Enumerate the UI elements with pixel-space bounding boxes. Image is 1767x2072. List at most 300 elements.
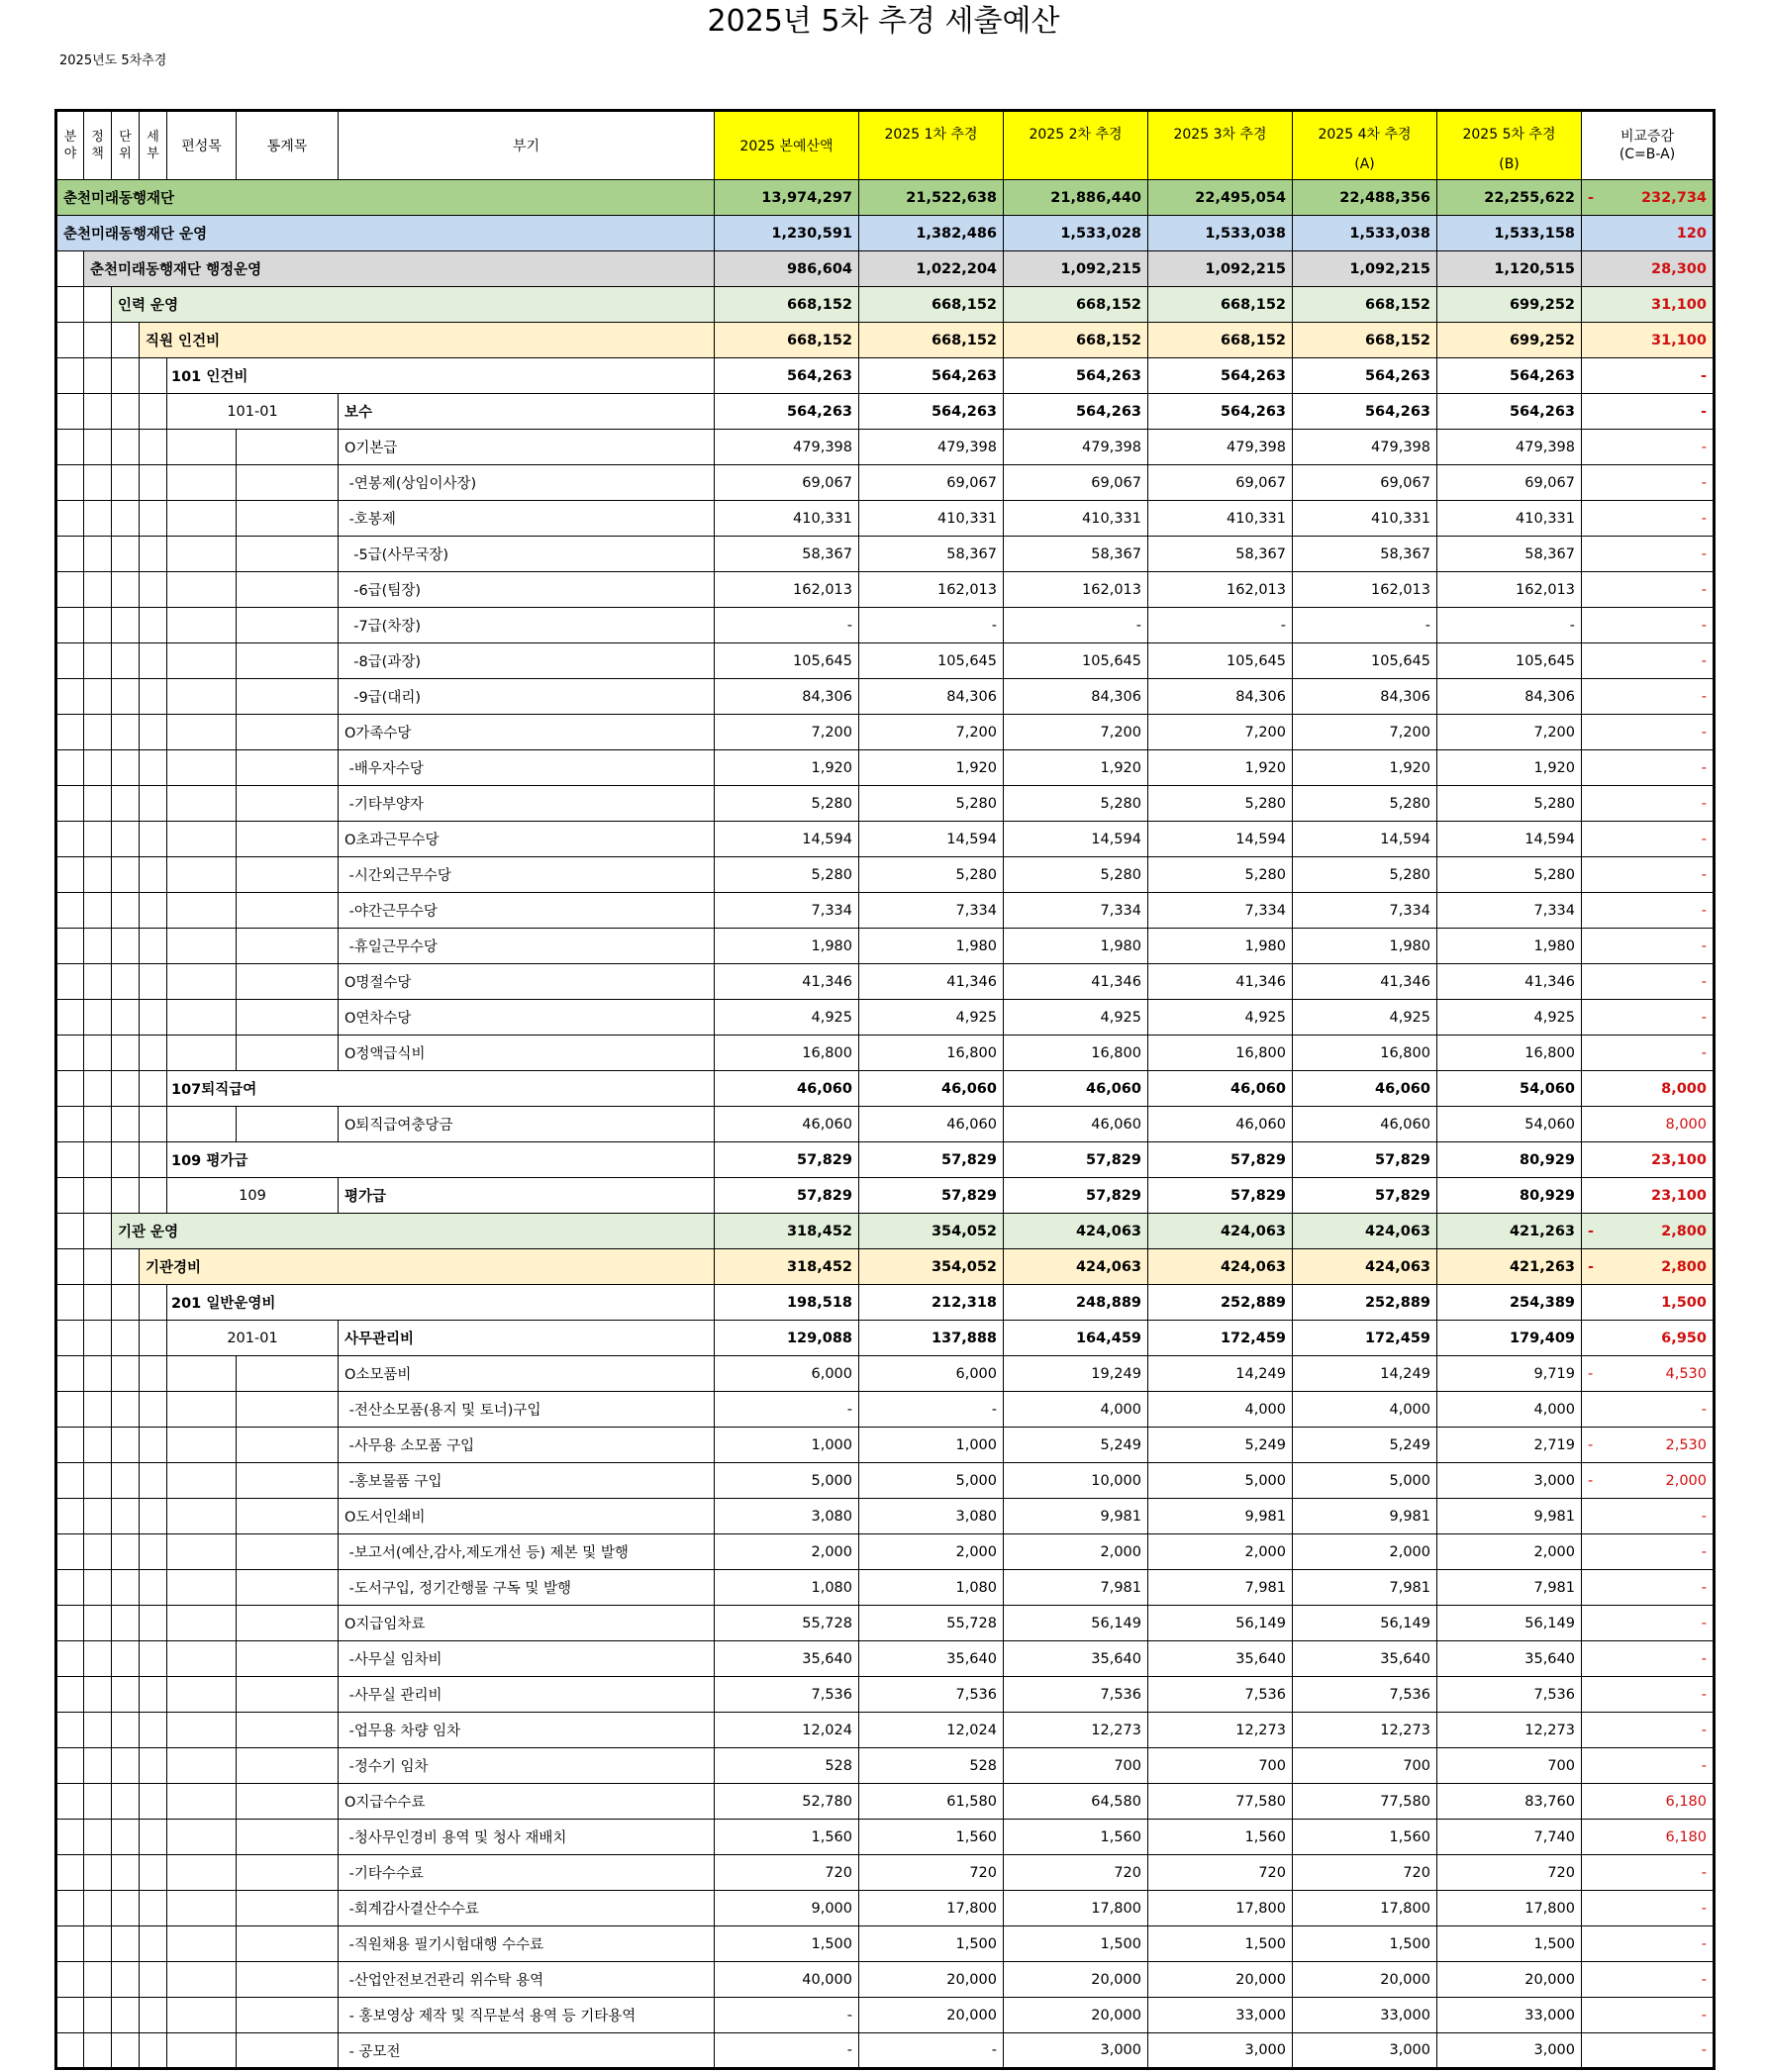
value-cell: 5,280 bbox=[859, 786, 1004, 822]
diff-value: - bbox=[1701, 1579, 1707, 1596]
value-cell: 3,000 bbox=[1437, 2033, 1582, 2069]
table-row bbox=[56, 1820, 1715, 1855]
table-row bbox=[56, 750, 1715, 786]
indent-cell bbox=[56, 1142, 84, 1178]
value-cell: 7,200 bbox=[1004, 715, 1148, 750]
indent-cell bbox=[167, 679, 237, 715]
indent-cell bbox=[56, 1107, 84, 1142]
value-cell: - bbox=[1437, 608, 1582, 643]
value-cell: 248,889 bbox=[1004, 1285, 1148, 1321]
indent-cell bbox=[237, 679, 339, 715]
diff-value: - bbox=[1701, 795, 1707, 812]
value-cell: 41,346 bbox=[1004, 964, 1148, 1000]
indent-cell bbox=[237, 537, 339, 572]
indent-cell bbox=[140, 572, 167, 608]
header-diff: 비교증감 (C=B-A) bbox=[1582, 111, 1715, 180]
diff-cell bbox=[1582, 1178, 1715, 1214]
diff-value: 6,950 bbox=[1661, 1330, 1707, 1346]
value-cell: 720 bbox=[715, 1855, 859, 1891]
indent-cell bbox=[84, 430, 112, 465]
value-cell: 424,063 bbox=[1293, 1214, 1437, 1249]
value-cell: 479,398 bbox=[859, 430, 1004, 465]
row-label: O명절수당 bbox=[339, 964, 715, 1000]
indent-cell bbox=[167, 1855, 237, 1891]
indent-cell bbox=[84, 1249, 112, 1285]
indent-cell bbox=[237, 750, 339, 786]
indent-cell bbox=[84, 501, 112, 537]
value-cell: - bbox=[715, 2033, 859, 2069]
indent-cell bbox=[56, 857, 84, 893]
indent-cell bbox=[56, 323, 84, 358]
table-row bbox=[56, 1392, 1715, 1428]
indent-cell bbox=[167, 1463, 237, 1499]
diff-cell bbox=[1582, 358, 1715, 394]
indent-cell bbox=[56, 1784, 84, 1820]
indent-cell bbox=[237, 1499, 339, 1534]
diff-cell bbox=[1582, 1356, 1715, 1392]
indent-cell bbox=[140, 1891, 167, 1926]
indent-cell bbox=[237, 1713, 339, 1748]
value-cell: 12,024 bbox=[859, 1713, 1004, 1748]
value-cell: 7,200 bbox=[1148, 715, 1293, 750]
indent-cell bbox=[56, 1677, 84, 1713]
diff-value: - bbox=[1701, 1900, 1707, 1917]
indent-cell bbox=[237, 1677, 339, 1713]
row-label: O기본급 bbox=[339, 430, 715, 465]
diff-value: 28,300 bbox=[1651, 260, 1707, 277]
indent-cell bbox=[84, 822, 112, 857]
diff-cell bbox=[1582, 1036, 1715, 1071]
value-cell: 5,280 bbox=[715, 857, 859, 893]
diff-value: - bbox=[1701, 2007, 1707, 2023]
row-label: 보수 bbox=[339, 394, 715, 430]
indent-cell bbox=[56, 1748, 84, 1784]
indent-cell bbox=[112, 1071, 140, 1107]
row-label: -사무용 소모품 구입 bbox=[339, 1428, 715, 1463]
value-cell: 1,560 bbox=[1293, 1820, 1437, 1855]
diff-value: - bbox=[1701, 652, 1707, 669]
value-cell: 22,495,054 bbox=[1148, 180, 1293, 216]
indent-cell bbox=[237, 1855, 339, 1891]
table-row bbox=[56, 1962, 1715, 1998]
row-label: -야간근무수당 bbox=[339, 893, 715, 929]
indent-cell bbox=[84, 1713, 112, 1748]
diff-value: - bbox=[1701, 937, 1707, 954]
indent-cell bbox=[140, 537, 167, 572]
indent-cell bbox=[112, 394, 140, 430]
indent-cell bbox=[56, 1178, 84, 1214]
diff-cell bbox=[1582, 929, 1715, 964]
value-cell: 1,500 bbox=[1293, 1926, 1437, 1962]
table-row bbox=[56, 180, 1715, 216]
header-rev3: 2025 3차 추경 bbox=[1148, 111, 1293, 180]
value-cell: 668,152 bbox=[1293, 287, 1437, 323]
value-cell: 5,280 bbox=[859, 857, 1004, 893]
page-title: 2025년 5차 추경 세출예산 bbox=[707, 4, 1060, 39]
indent-cell bbox=[84, 1784, 112, 1820]
indent-cell bbox=[112, 1962, 140, 1998]
row-label: -7급(차장) bbox=[339, 608, 715, 643]
value-cell: 5,280 bbox=[1293, 786, 1437, 822]
value-cell: 5,000 bbox=[1148, 1463, 1293, 1499]
diff-value: - bbox=[1701, 1044, 1707, 1061]
header-note: 부기 bbox=[339, 111, 715, 180]
value-cell: 12,273 bbox=[1437, 1713, 1582, 1748]
indent-cell bbox=[140, 501, 167, 537]
table-row bbox=[56, 893, 1715, 929]
value-cell: 7,981 bbox=[1148, 1570, 1293, 1606]
indent-cell bbox=[140, 1677, 167, 1713]
value-cell: 16,800 bbox=[1004, 1036, 1148, 1071]
table-row bbox=[56, 1285, 1715, 1321]
diff-cell bbox=[1582, 1855, 1715, 1891]
indent-cell bbox=[56, 1249, 84, 1285]
indent-cell bbox=[56, 1000, 84, 1036]
value-cell: 17,800 bbox=[1148, 1891, 1293, 1926]
indent-cell bbox=[112, 1321, 140, 1356]
page-subtitle: 2025년도 5차추경 bbox=[59, 53, 167, 68]
value-cell: 19,249 bbox=[1004, 1356, 1148, 1392]
value-cell: 354,052 bbox=[859, 1249, 1004, 1285]
value-cell: 5,280 bbox=[1148, 857, 1293, 893]
diff-cell bbox=[1582, 679, 1715, 715]
diff-cell bbox=[1582, 1641, 1715, 1677]
table-row bbox=[56, 1071, 1715, 1107]
value-cell: 57,829 bbox=[1293, 1178, 1437, 1214]
value-cell: 479,398 bbox=[1437, 430, 1582, 465]
indent-cell bbox=[140, 1036, 167, 1071]
row-label: -기타부양자 bbox=[339, 786, 715, 822]
table-row bbox=[56, 251, 1715, 287]
indent-cell bbox=[167, 2033, 237, 2069]
value-cell: 61,580 bbox=[859, 1784, 1004, 1820]
indent-cell bbox=[237, 501, 339, 537]
row-label: 기관경비 bbox=[140, 1249, 715, 1285]
diff-cell bbox=[1582, 786, 1715, 822]
table-row bbox=[56, 1321, 1715, 1356]
indent-cell bbox=[84, 715, 112, 750]
diff-cell bbox=[1582, 1107, 1715, 1142]
indent-cell bbox=[167, 1998, 237, 2033]
value-cell: 4,000 bbox=[1004, 1392, 1148, 1428]
diff-cell bbox=[1582, 501, 1715, 537]
indent-cell bbox=[237, 1748, 339, 1784]
indent-cell bbox=[56, 572, 84, 608]
row-label: - 홍보영상 제작 및 직무분석 용역 등 기타용역 bbox=[339, 1998, 715, 2033]
indent-cell bbox=[112, 537, 140, 572]
value-cell: 56,149 bbox=[1437, 1606, 1582, 1641]
diff-value: 2,800 bbox=[1661, 1223, 1707, 1239]
value-cell: - bbox=[715, 608, 859, 643]
value-cell: 77,580 bbox=[1148, 1784, 1293, 1820]
diff-cell bbox=[1582, 251, 1715, 287]
diff-value: 120 bbox=[1676, 225, 1707, 242]
indent-cell bbox=[112, 964, 140, 1000]
value-cell: 564,263 bbox=[1437, 358, 1582, 394]
indent-cell bbox=[140, 964, 167, 1000]
value-cell: 56,149 bbox=[1293, 1606, 1437, 1641]
indent-cell bbox=[84, 1285, 112, 1321]
indent-cell bbox=[112, 1534, 140, 1570]
indent-cell bbox=[167, 1606, 237, 1641]
indent-cell bbox=[112, 1107, 140, 1142]
value-cell: 1,382,486 bbox=[859, 216, 1004, 251]
diff-cell bbox=[1582, 715, 1715, 750]
value-cell: 4,925 bbox=[859, 1000, 1004, 1036]
value-cell: 1,920 bbox=[1148, 750, 1293, 786]
value-cell: 17,800 bbox=[859, 1891, 1004, 1926]
table-row bbox=[56, 786, 1715, 822]
value-cell: 54,060 bbox=[1437, 1107, 1582, 1142]
table-row bbox=[56, 1107, 1715, 1142]
value-cell: 1,920 bbox=[859, 750, 1004, 786]
table-row bbox=[56, 287, 1715, 323]
indent-cell bbox=[84, 1820, 112, 1855]
table-row bbox=[56, 1606, 1715, 1641]
indent-cell bbox=[167, 750, 237, 786]
diff-value: - bbox=[1701, 1935, 1707, 1952]
value-cell: 354,052 bbox=[859, 1214, 1004, 1249]
indent-cell bbox=[84, 537, 112, 572]
value-cell: 668,152 bbox=[1004, 323, 1148, 358]
value-cell: 1,980 bbox=[1148, 929, 1293, 964]
row-label: -산업안전보건관리 위수탁 용역 bbox=[339, 1962, 715, 1998]
diff-cell bbox=[1582, 643, 1715, 679]
row-label: - 공모전 bbox=[339, 2033, 715, 2069]
indent-cell bbox=[84, 1748, 112, 1784]
value-cell: 1,560 bbox=[1004, 1820, 1148, 1855]
indent-cell bbox=[84, 1107, 112, 1142]
value-cell: 1,533,038 bbox=[1293, 216, 1437, 251]
value-cell: 58,367 bbox=[1437, 537, 1582, 572]
indent-cell bbox=[112, 786, 140, 822]
value-cell: 1,230,591 bbox=[715, 216, 859, 251]
diff-value: 31,100 bbox=[1651, 332, 1707, 348]
value-cell: 9,981 bbox=[1004, 1499, 1148, 1534]
indent-cell bbox=[112, 1463, 140, 1499]
value-cell: 16,800 bbox=[1148, 1036, 1293, 1071]
indent-cell bbox=[167, 501, 237, 537]
indent-cell bbox=[167, 1499, 237, 1534]
value-cell: 80,929 bbox=[1437, 1178, 1582, 1214]
header-rev5: 2025 5차 추경 (B) bbox=[1437, 111, 1582, 180]
indent-cell bbox=[237, 1107, 339, 1142]
indent-cell bbox=[84, 1962, 112, 1998]
table-row bbox=[56, 1214, 1715, 1249]
value-cell: 410,331 bbox=[715, 501, 859, 537]
value-cell: 410,331 bbox=[1437, 501, 1582, 537]
value-cell: 17,800 bbox=[1293, 1891, 1437, 1926]
value-cell: 198,518 bbox=[715, 1285, 859, 1321]
indent-cell bbox=[84, 1926, 112, 1962]
value-cell: 720 bbox=[859, 1855, 1004, 1891]
row-label: -사무실 관리비 bbox=[339, 1677, 715, 1713]
table-row bbox=[56, 1784, 1715, 1820]
value-cell: 12,273 bbox=[1148, 1713, 1293, 1748]
indent-cell bbox=[56, 501, 84, 537]
value-cell: 564,263 bbox=[1148, 394, 1293, 430]
value-cell: 3,000 bbox=[1437, 1463, 1582, 1499]
indent-cell bbox=[237, 1606, 339, 1641]
value-cell: 57,829 bbox=[715, 1178, 859, 1214]
value-cell: 41,346 bbox=[715, 964, 859, 1000]
indent-cell bbox=[167, 1392, 237, 1428]
value-cell: 46,060 bbox=[1148, 1071, 1293, 1107]
diff-value: - bbox=[1701, 1543, 1707, 1560]
value-cell: 4,000 bbox=[1293, 1392, 1437, 1428]
diff-value: - bbox=[1701, 902, 1707, 919]
indent-cell bbox=[56, 929, 84, 964]
indent-cell bbox=[112, 1677, 140, 1713]
indent-cell bbox=[140, 1071, 167, 1107]
diff-value: - bbox=[1701, 1864, 1707, 1881]
value-cell: 7,200 bbox=[859, 715, 1004, 750]
indent-cell bbox=[84, 1499, 112, 1534]
value-cell: 1,980 bbox=[859, 929, 1004, 964]
value-cell: 84,306 bbox=[1437, 679, 1582, 715]
table-row bbox=[56, 715, 1715, 750]
indent-cell bbox=[167, 1891, 237, 1926]
diff-cell bbox=[1582, 1071, 1715, 1107]
indent-cell bbox=[237, 1428, 339, 1463]
row-label: -보고서(예산,감사,제도개선 등) 제본 및 발행 bbox=[339, 1534, 715, 1570]
value-cell: 3,000 bbox=[1148, 2033, 1293, 2069]
value-cell: 57,829 bbox=[1148, 1178, 1293, 1214]
row-label: -8급(과장) bbox=[339, 643, 715, 679]
value-cell: 1,920 bbox=[1004, 750, 1148, 786]
indent-cell bbox=[140, 893, 167, 929]
header-unit: 단 위 bbox=[112, 111, 140, 180]
diff-value: - bbox=[1701, 2042, 1707, 2058]
indent-cell bbox=[112, 1428, 140, 1463]
value-cell: 6,000 bbox=[715, 1356, 859, 1392]
indent-cell bbox=[167, 857, 237, 893]
value-cell: 46,060 bbox=[1148, 1107, 1293, 1142]
value-cell: 424,063 bbox=[1004, 1249, 1148, 1285]
indent-cell bbox=[140, 857, 167, 893]
indent-cell bbox=[84, 1641, 112, 1677]
diff-cell bbox=[1582, 180, 1715, 216]
indent-cell bbox=[237, 1820, 339, 1855]
value-cell: 84,306 bbox=[1004, 679, 1148, 715]
value-cell: 80,929 bbox=[1437, 1142, 1582, 1178]
value-cell: 7,334 bbox=[1437, 893, 1582, 929]
value-cell: 84,306 bbox=[1148, 679, 1293, 715]
diff-cell bbox=[1582, 572, 1715, 608]
value-cell: 179,409 bbox=[1437, 1321, 1582, 1356]
indent-cell bbox=[140, 929, 167, 964]
diff-value: 2,000 bbox=[1665, 1472, 1707, 1489]
row-label: -5급(사무국장) bbox=[339, 537, 715, 572]
value-cell: 137,888 bbox=[859, 1321, 1004, 1356]
indent-cell bbox=[140, 750, 167, 786]
indent-cell bbox=[140, 1570, 167, 1606]
table-row bbox=[56, 394, 1715, 430]
value-cell: 318,452 bbox=[715, 1249, 859, 1285]
value-cell: 2,000 bbox=[1148, 1534, 1293, 1570]
value-cell: 1,092,215 bbox=[1004, 251, 1148, 287]
indent-cell bbox=[112, 1570, 140, 1606]
indent-cell bbox=[56, 1606, 84, 1641]
row-label: O도서인쇄비 bbox=[339, 1499, 715, 1534]
indent-cell bbox=[112, 643, 140, 679]
value-cell: 35,640 bbox=[1148, 1641, 1293, 1677]
table-row bbox=[56, 643, 1715, 679]
diff-cell bbox=[1582, 1428, 1715, 1463]
diff-cell bbox=[1582, 964, 1715, 1000]
value-cell: 22,255,622 bbox=[1437, 180, 1582, 216]
value-cell: 41,346 bbox=[1437, 964, 1582, 1000]
diff-value: - bbox=[1701, 581, 1707, 598]
row-label: 109 평가급 bbox=[167, 1142, 715, 1178]
value-cell: 162,013 bbox=[1148, 572, 1293, 608]
value-cell: 668,152 bbox=[715, 323, 859, 358]
diff-cell bbox=[1582, 893, 1715, 929]
indent-cell bbox=[140, 822, 167, 857]
indent-cell bbox=[56, 537, 84, 572]
value-cell: 410,331 bbox=[1148, 501, 1293, 537]
value-cell: 69,067 bbox=[715, 465, 859, 501]
indent-cell bbox=[237, 1570, 339, 1606]
value-cell: 424,063 bbox=[1004, 1214, 1148, 1249]
indent-cell bbox=[237, 2033, 339, 2069]
indent-cell bbox=[56, 679, 84, 715]
diff-cell bbox=[1582, 1998, 1715, 2033]
row-label: -전산소모품(용지 및 토너)구입 bbox=[339, 1392, 715, 1428]
table-row bbox=[56, 358, 1715, 394]
indent-cell bbox=[237, 1036, 339, 1071]
indent-cell bbox=[140, 465, 167, 501]
value-cell: 7,334 bbox=[1148, 893, 1293, 929]
value-cell: 7,334 bbox=[1004, 893, 1148, 929]
indent-cell bbox=[112, 1855, 140, 1891]
table-row bbox=[56, 1748, 1715, 1784]
value-cell: 77,580 bbox=[1293, 1784, 1437, 1820]
indent-cell bbox=[56, 643, 84, 679]
header-category: 편성목 bbox=[167, 111, 237, 180]
table-row bbox=[56, 430, 1715, 465]
indent-cell bbox=[140, 1713, 167, 1748]
value-cell: 35,640 bbox=[715, 1641, 859, 1677]
indent-cell bbox=[84, 1891, 112, 1926]
value-cell: 1,120,515 bbox=[1437, 251, 1582, 287]
indent-cell bbox=[237, 822, 339, 857]
row-label: 사무관리비 bbox=[339, 1321, 715, 1356]
value-cell: 986,604 bbox=[715, 251, 859, 287]
indent-cell bbox=[237, 1463, 339, 1499]
indent-cell bbox=[167, 1107, 237, 1142]
diff-value: - bbox=[1701, 1401, 1707, 1418]
value-cell: 564,263 bbox=[1293, 394, 1437, 430]
indent-cell bbox=[84, 786, 112, 822]
value-cell: 1,500 bbox=[1437, 1926, 1582, 1962]
diff-value: 232,734 bbox=[1640, 189, 1707, 206]
value-cell: 668,152 bbox=[1148, 323, 1293, 358]
value-cell: 162,013 bbox=[1437, 572, 1582, 608]
value-cell: 9,981 bbox=[1148, 1499, 1293, 1534]
diff-value: - bbox=[1701, 1508, 1707, 1525]
value-cell: 5,280 bbox=[1437, 857, 1582, 893]
indent-cell bbox=[56, 1713, 84, 1748]
diff-cell bbox=[1582, 394, 1715, 430]
indent-cell bbox=[140, 608, 167, 643]
table-row bbox=[56, 1855, 1715, 1891]
value-cell: 318,452 bbox=[715, 1214, 859, 1249]
indent-cell bbox=[112, 1926, 140, 1962]
value-cell: 1,980 bbox=[1293, 929, 1437, 964]
negative-marker: - bbox=[1588, 1436, 1594, 1453]
value-cell: 564,263 bbox=[1004, 358, 1148, 394]
